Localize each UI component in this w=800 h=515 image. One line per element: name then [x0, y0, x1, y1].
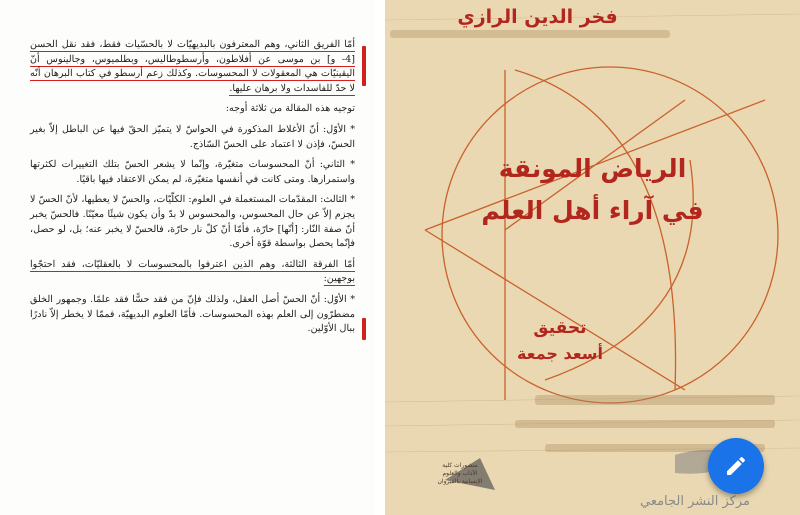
cover-title-line2: في آراء أهل العلم [481, 196, 704, 225]
cover-editor: أسعد جمعة [516, 344, 604, 363]
paragraph-5: * الثالث: المقدّمات المستعملة في العلوم: الكلّيّات، والحسّ لا يعطيها، لأنّ الحسّ لا يجزم إلاّ عن حال المحسوس، والمحسوس لا بدّ وأن يكون شيئًا معيّنًا. فالحسّ يخبر أنّ صفة النّار: [أنّها] حارّة، فأمّا أنّ كلّ نار حارّة، فالحسّ لا يخبر عنه؛ بل، لو حصل، فإنّما يحصل بواسطة قوّة أخرى. [30, 194, 355, 250]
document-page [0, 0, 375, 515]
margin-highlight-mark [362, 46, 366, 86]
paragraph-4: * الثاني: أنّ المحسوسات متغيّرة، وإنّما لا يشعر الحسّ بتلك التغييرات لكثرتها واستمرارها. ومتى كانت في أنفسها متغيّرة، لم يمكن الاعتقاد فيها باقيًا. [30, 159, 355, 185]
cover-tahqiq-label: تحقيق [533, 318, 587, 338]
paragraph-3: * الأوّل: أنّ الأغلاط المذكورة في الحواسّ لا يتميّز الحقّ فيها عن الباطل إلاّ بغير الحسّ، فإذن لا اعتماد على الحسّ السّاذج. [30, 123, 355, 150]
pencil-edit-icon [724, 454, 748, 478]
paragraph-1: أمّا الفريق الثاني، وهم المعترفون بالبديهيّات لا بالحسّيات فقط، فقد نقل الحسن [4- و] بن موسى عن أفلاطون، وأرسطوطاليس، وبطلميوس، وجالينوس أنّ اليقينيّات هي المعقولات لا المحسوسات. وكذلك زعم أرسطو في كتاب البرهان أنّه لا حدّ للفاسدات ولا برهان عليها. [30, 39, 355, 94]
paragraph-2: توجيه هذه المقالة من ثلاثة أوجه: [225, 103, 355, 115]
publisher-right-text: مركز النشر الجامعي [639, 494, 751, 509]
cover-title-line1: الرياض المونقة [498, 154, 687, 183]
paragraph-6: أمّا الفرقة الثالثة، وهم الذين اعترفوا بالمحسوسات لا بالعقليّات، فقد احتجّوا بوجهين: [30, 258, 355, 285]
margin-highlight-mark [362, 318, 366, 340]
document-text-column [30, 38, 355, 343]
paragraph-7: * الأوّل: أنّ الحسّ أصل العقل، ولذلك فإنّ من فقد حسًّا فقد علمًا. وجمهور الخلق مضطرّون إلى العلم بهذه المحسوسات. فأمّا العلوم البديهيّة، فممّا لا يخطر إلاّ نادرًا ببال الأوّلين. [30, 293, 355, 335]
cover-author: فخر الدين الرازي [457, 6, 618, 28]
publisher-left-text: منشورات كلية الآداب والعلوم الإنسانية بالقيروان [437, 462, 483, 485]
cover-title [385, 148, 800, 232]
edit-fab-button[interactable] [708, 438, 764, 494]
